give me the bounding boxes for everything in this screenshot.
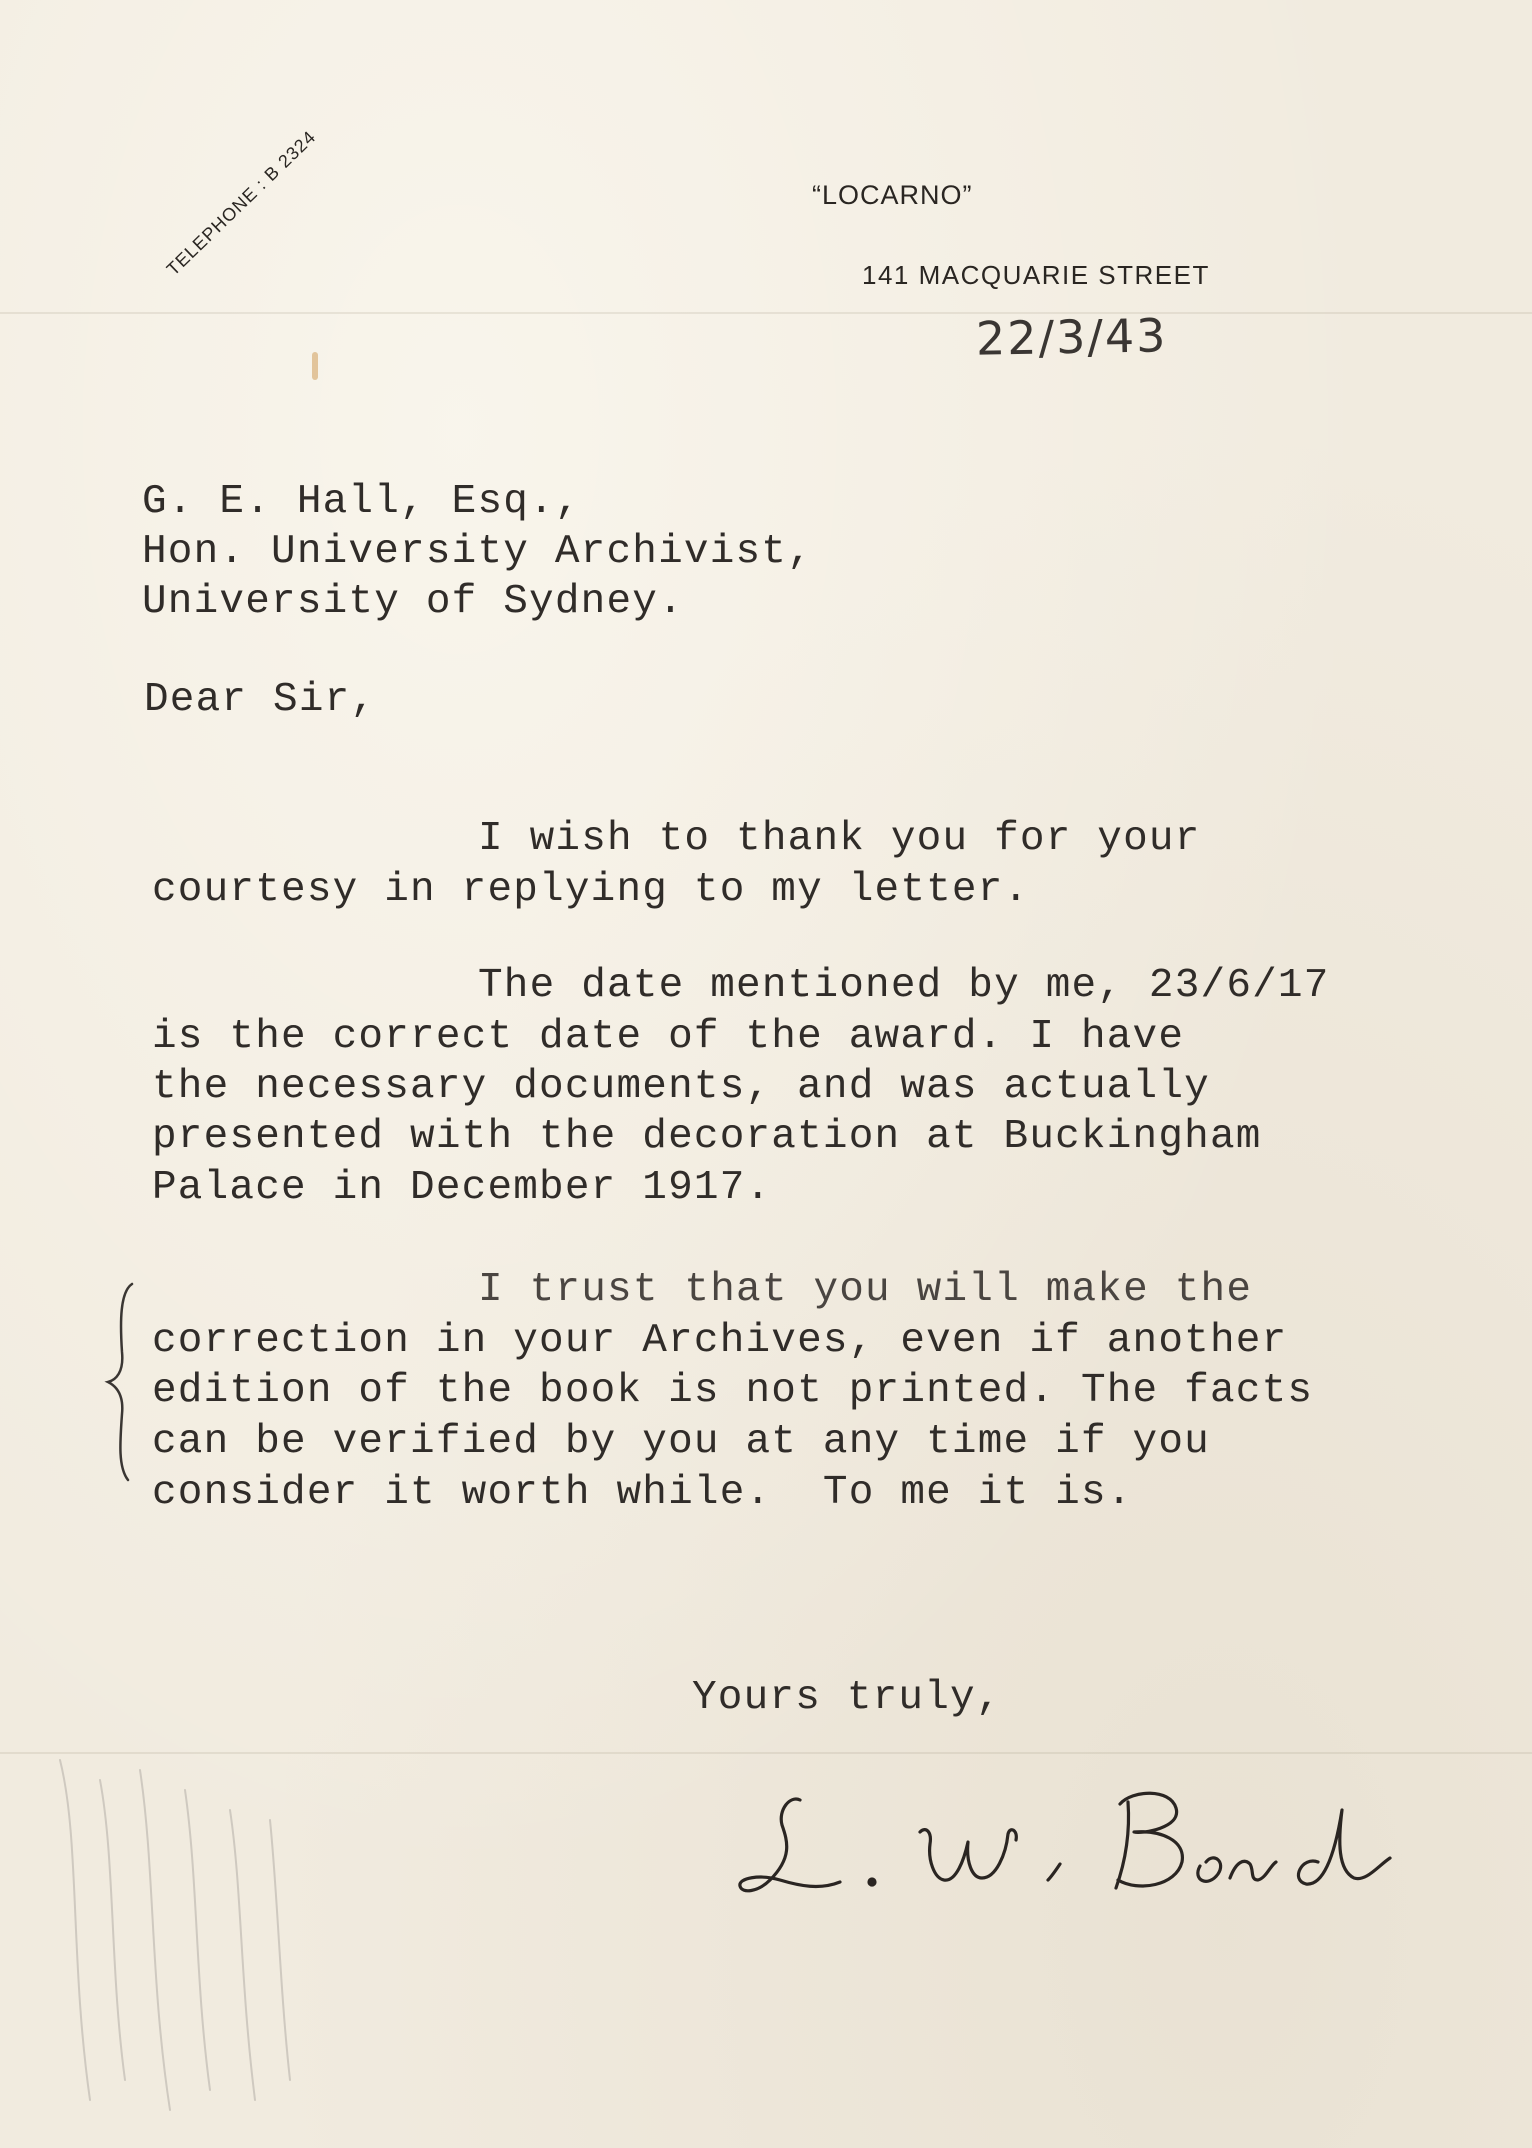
handwritten-date: 22/3/43: [975, 308, 1168, 366]
paragraph-2-line: the necessary documents, and was actually: [152, 1064, 1210, 1110]
letterhead-street-address: 141 MACQUARIE STREET: [862, 260, 1210, 290]
margin-brace-mark: [102, 1282, 142, 1482]
paragraph-2-line: Palace in December 1917.: [152, 1165, 772, 1211]
recipient-name: G. E. Hall, Esq.,: [142, 479, 581, 525]
recipient-institution: University of Sydney.: [142, 579, 684, 625]
paragraph-3-line: I trust that you will make the: [478, 1267, 1253, 1313]
paragraph-1-line: I wish to thank you for your: [478, 816, 1201, 862]
paragraph-3-line: correction in your Archives, even if another: [152, 1318, 1288, 1364]
closing: Yours truly,: [692, 1675, 1002, 1721]
faint-pencil-annotation: [20, 1720, 320, 2140]
paper-fold-line: [0, 312, 1532, 314]
stray-ink-mark: [312, 352, 318, 380]
paragraph-2-line: The date mentioned by me, 23/6/17: [478, 963, 1330, 1009]
letterhead-telephone: TELEPHONE : B 2324: [162, 126, 320, 280]
salutation: Dear Sir,: [144, 677, 377, 723]
paragraph-3-line: can be verified by you at any time if you: [152, 1419, 1210, 1465]
recipient-title: Hon. University Archivist,: [142, 529, 813, 575]
handwritten-signature: [730, 1770, 1410, 1920]
paragraph-2-line: presented with the decoration at Buckingham: [152, 1114, 1262, 1160]
paragraph-3-line: consider it worth while. To me it is.: [152, 1470, 1133, 1516]
paragraph-3-line: edition of the book is not printed. The facts: [152, 1368, 1314, 1414]
paragraph-2-line: is the correct date of the award. I have: [152, 1014, 1185, 1060]
paragraph-1-line: courtesy in replying to my letter.: [152, 867, 1030, 913]
letterhead-house-name: “LOCARNO”: [812, 180, 973, 210]
